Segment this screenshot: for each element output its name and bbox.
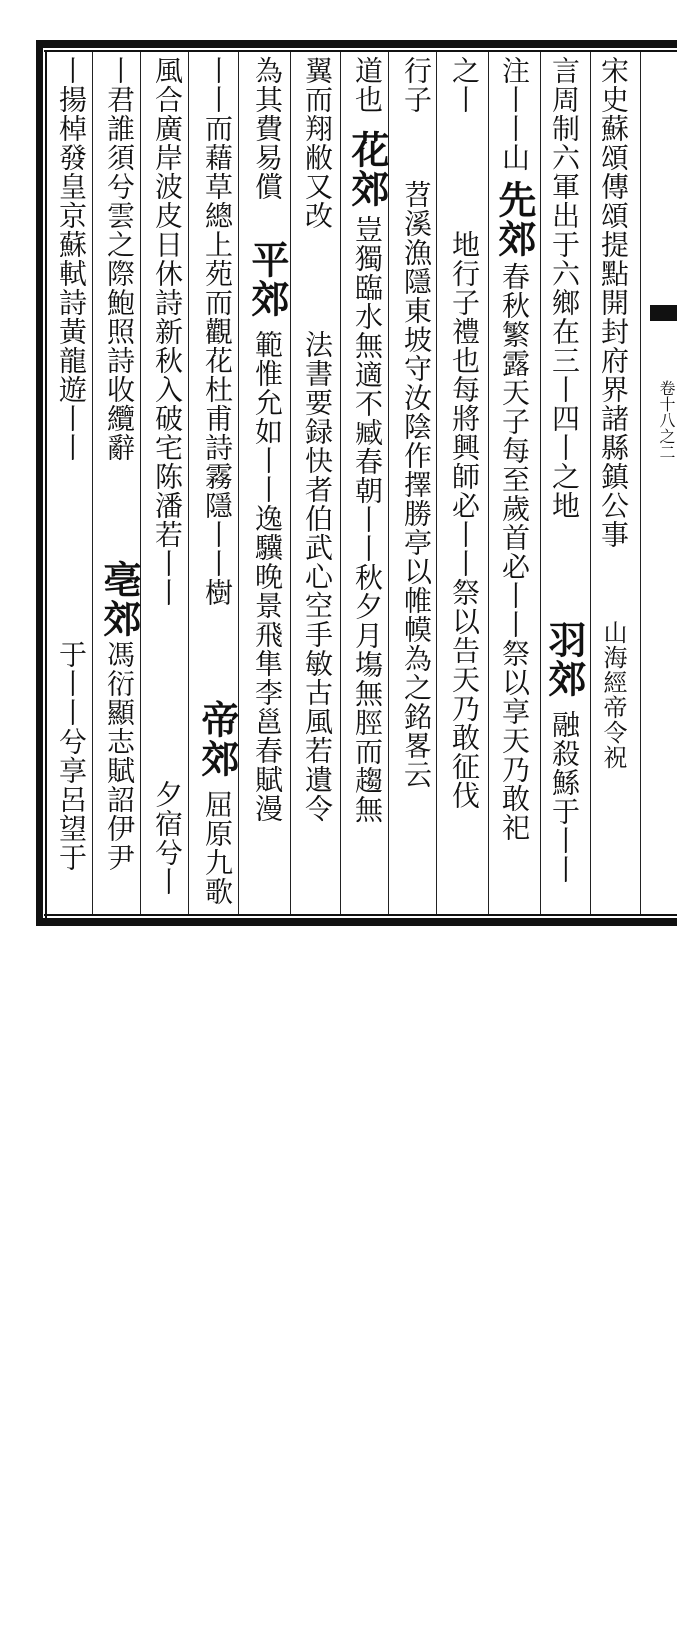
column-text: 宋史蘇頌傳頌提點開封府界諸縣鎮公事 (597, 56, 630, 549)
column-rule (488, 52, 489, 914)
heading-text: 亳郊 (97, 560, 142, 638)
heading-text: 羽郊 (542, 620, 587, 698)
column-rule (92, 52, 93, 914)
fold-mark-block (650, 305, 677, 321)
column-text: 行子 (400, 56, 433, 114)
column-rule (640, 52, 641, 914)
text-column-12 (52, 56, 90, 596)
text-column-8a (248, 56, 286, 256)
text-column-6a (348, 56, 386, 136)
column-rule (540, 52, 541, 914)
text-column-6b (348, 215, 386, 1073)
text-column-3b (495, 262, 533, 1120)
column-text: 言周制六軍出于六鄉在三丨四丨之地 (548, 56, 581, 520)
text-column-8b (248, 330, 286, 1188)
column-text: 春秋繁露天子每至歲首必丨丨祭以享天乃敢祀 (498, 262, 531, 842)
text-column-2b (545, 710, 583, 1568)
column-text: 道也 (351, 56, 384, 114)
text-column-3a (495, 56, 533, 176)
column-text: 注丨丨山 (498, 56, 531, 172)
border-left (36, 40, 43, 926)
column-rule (140, 52, 141, 914)
column-text: 地行子禮也每將興師必丨丨祭以告天乃敢征伐 (448, 230, 481, 810)
text-column-5a (397, 56, 435, 136)
column-text: 丨丨而藉草總上苑而觀花杜甫詩霧隱丨丨樹 (201, 56, 234, 607)
column-text: 夕宿兮丨 (151, 780, 184, 896)
column-text: 屈原九歌 (201, 790, 234, 906)
border-top (36, 40, 677, 48)
column-rule (340, 52, 341, 914)
text-column-11b (100, 640, 138, 1498)
text-column-1b (594, 620, 632, 1478)
column-text: 豈獨臨水無適不臧春朝丨丨秋夕月塲無脛而趨無 (351, 215, 384, 824)
text-column-10b (148, 780, 186, 1638)
column-text: 融殺鯀于丨丨 (548, 710, 581, 884)
text-column-12b (52, 640, 90, 1498)
column-text: 山海經帝令祝 (599, 620, 627, 770)
column-rule (290, 52, 291, 914)
column-rule (188, 52, 189, 914)
column-text: 範惟允如丨丨逸驥晚景飛隼李邕春賦漫 (251, 330, 284, 823)
column-text: 于丨丨兮享呂望于 (55, 640, 88, 872)
column-text: 丨揚棹發皇京蘇軾詩黃龍遊丨丨 (55, 56, 88, 462)
text-column-9b (198, 790, 236, 1648)
fold-mark-text: 卷十八之二 (657, 380, 676, 460)
heading-text: 先郊 (492, 180, 537, 258)
text-column-11 (100, 56, 138, 596)
column-text: 法書要録快者伯武心空手敏古風若遺令 (301, 330, 334, 823)
border-inner-left (45, 50, 47, 920)
column-text: 翼而翔敝又改 (301, 56, 334, 230)
column-rule (238, 52, 239, 914)
column-text: 苕溪漁隱東坡守汝陰作擇勝亭以帷幙為之銘畧云 (400, 180, 433, 789)
column-text: 為其費易償 (251, 56, 284, 201)
text-column-4a (445, 56, 483, 136)
column-text: 丨君誰須兮雲之際鮑照詩收纜辭 (103, 56, 136, 462)
column-rule (590, 52, 591, 914)
border-inner-top (44, 50, 677, 52)
heading-text: 帝郊 (195, 700, 240, 778)
text-column-7b (298, 330, 336, 1188)
heading-text: 花郊 (345, 130, 390, 208)
column-text: 馮衍顯志賦詔伊尹 (103, 640, 136, 872)
heading-text: 平郊 (245, 240, 290, 318)
column-rule (436, 52, 437, 914)
text-column-4b (445, 230, 483, 1088)
text-column-5b (397, 180, 435, 1038)
column-text: 風合廣岸波皮日休詩新秋入破宅陈潘若丨丨 (151, 56, 184, 607)
column-text: 之丨 (448, 56, 481, 114)
